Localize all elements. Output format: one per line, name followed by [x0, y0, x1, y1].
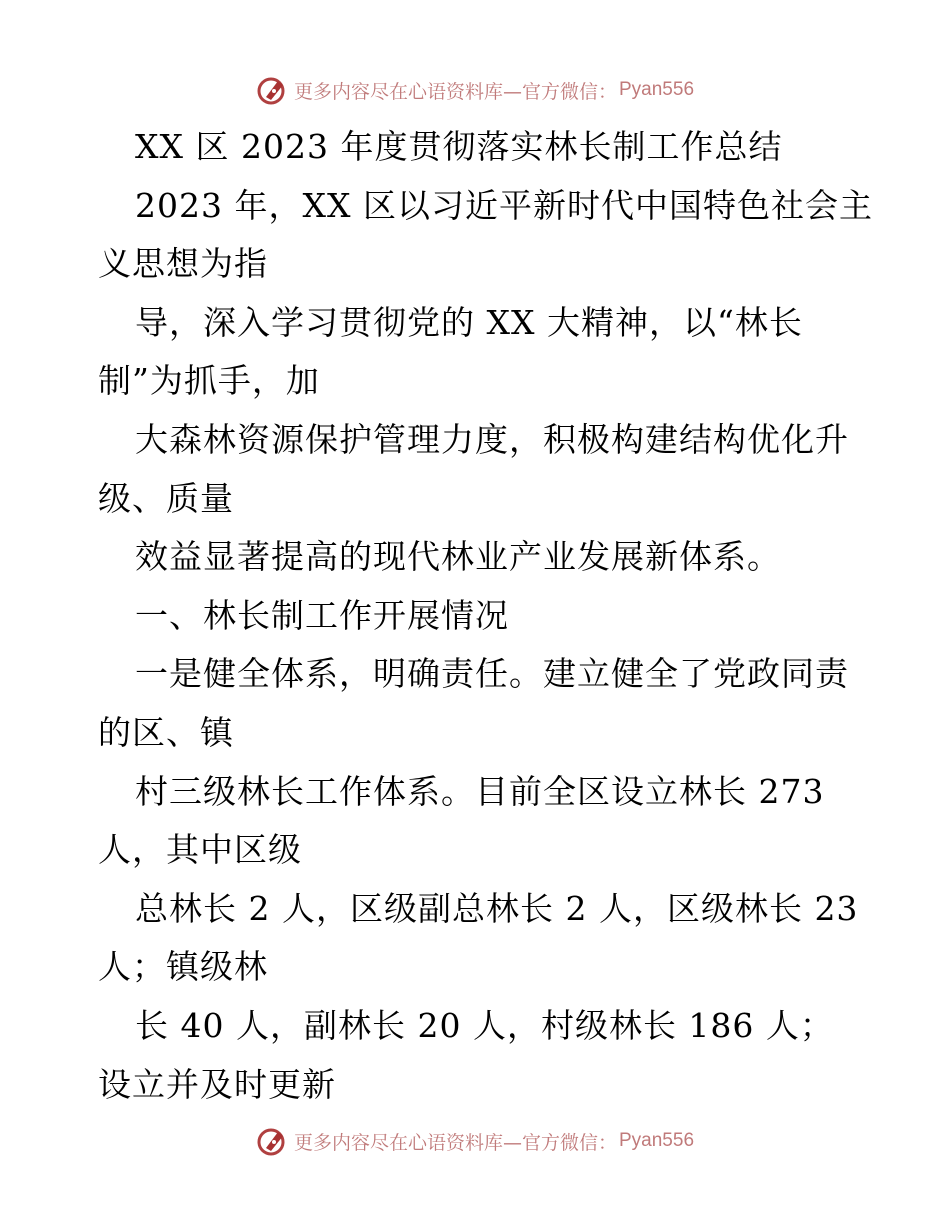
text-line: 长 40 人，副林长 20 人，村级林长 186 人； — [135, 1006, 834, 1045]
pen-nib-logo-icon — [256, 73, 290, 107]
text-line: 导，深入学习贯彻党的 XX 大精神，以“林长 — [135, 303, 803, 342]
text-line: 2023 年，XX 区以习近平新时代中国特色社会主 — [135, 186, 873, 225]
text-line: 制”为抓手，加 — [98, 361, 320, 400]
watermark-text: 更多内容尽在心语资料库—官方微信： — [293, 80, 617, 103]
footer-watermark — [0, 1121, 950, 1161]
text-line: 一是健全体系，明确责任。建立健全了党政同责 — [135, 654, 849, 693]
watermark-wechat-id: Pyan556 — [619, 79, 695, 100]
text-line: 效益显著提高的现代林业产业发展新体系。 — [135, 537, 781, 576]
watermark-wechat-id: Pyan556 — [619, 1130, 695, 1151]
text-line: 大森林资源保护管理力度，积极构建结构优化升 — [135, 420, 849, 459]
text-line: 人；镇级林 — [98, 947, 268, 986]
text-line: 义思想为指 — [98, 244, 268, 283]
section-heading: 一、林长制工作开展情况 — [135, 596, 509, 635]
watermark-text: 更多内容尽在心语资料库—官方微信： — [293, 1131, 617, 1154]
pen-nib-logo-icon — [256, 1124, 290, 1158]
document-title: XX 区 2023 年度贯彻落实林长制工作总结 — [135, 127, 783, 166]
text-line: 总林长 2 人，区级副总林长 2 人，区级林长 23 — [135, 889, 859, 928]
text-line: 村三级林长工作体系。目前全区设立林长 273 — [135, 772, 825, 811]
text-line: 的区、镇 — [98, 713, 234, 752]
text-line: 级、质量 — [98, 479, 234, 518]
text-line: 人，其中区级 — [98, 830, 302, 869]
header-watermark — [0, 70, 950, 110]
text-line: 设立并及时更新 — [98, 1065, 336, 1104]
